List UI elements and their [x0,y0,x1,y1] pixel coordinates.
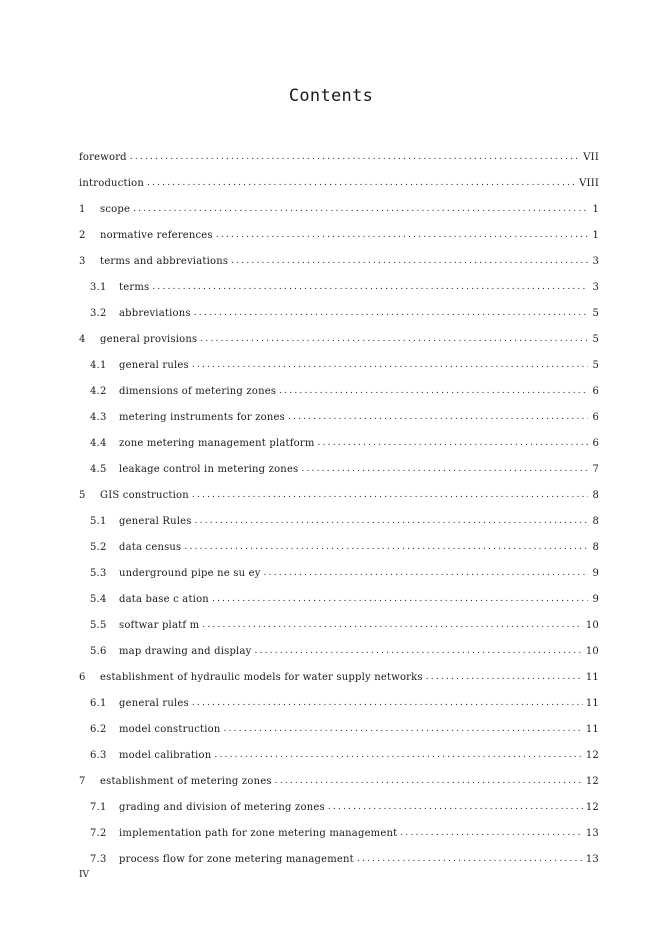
toc-entry-number: 6.1 [90,697,107,709]
toc-entry-number: 3.1 [90,281,107,293]
toc-entry-number: 4.1 [90,359,107,371]
toc-entry[interactable] [79,222,599,248]
toc-entry-title: normative references [100,229,213,241]
toc-entry-page: 8 [592,489,599,501]
toc-entry-number: 5 [79,489,86,501]
toc-dot-leader [328,802,583,812]
toc-entry-title: map drawing and display [119,645,252,657]
toc-entry-number: 7 [79,775,86,787]
toc-entry-number: 4.2 [90,385,107,397]
toc-entry[interactable] [79,482,599,508]
toc-dot-leader [212,594,588,604]
toc-entry-page: 6 [592,437,599,449]
toc-dot-leader [426,672,583,682]
toc-entry-page: 8 [592,515,599,527]
toc-entry-page: 7 [592,463,599,475]
toc-entry-page: 12 [585,749,599,761]
toc-dot-leader [184,542,588,552]
toc-entry-title: general rules [119,697,189,709]
toc-entry[interactable] [79,612,599,638]
toc-entry[interactable] [79,196,599,222]
toc-entry[interactable] [79,404,599,430]
toc-entry[interactable] [79,352,599,378]
toc-dot-leader [279,386,588,396]
toc-entry-page: 1 [592,203,599,215]
toc-entry-title: grading and division of metering zones [119,801,325,813]
toc-entry-title: introduction [79,177,144,189]
toc-entry-page: 10 [585,645,599,657]
toc-entry-title: metering instruments for zones [119,411,285,423]
toc-entry-page: 11 [585,697,599,709]
toc-dot-leader [224,724,583,734]
toc-entry-number: 3.2 [90,307,107,319]
toc-dot-leader [264,568,588,578]
toc-entry-title: underground pipe ne su ey [119,567,261,579]
toc-dot-leader [133,204,588,214]
toc-entry-title: general provisions [100,333,198,345]
toc-entry-number: 3 [79,255,86,267]
toc-entry-page: 10 [585,619,599,631]
toc-dot-leader [357,854,583,864]
toc-entry-page: 5 [592,359,599,371]
toc-entry-number: 4 [79,333,86,345]
toc-entry-title: GIS construction [100,489,189,501]
toc-dot-leader [202,620,583,630]
toc-entry-title: abbreviations [119,307,191,319]
toc-entry-number: 7.2 [90,827,107,839]
toc-entry[interactable] [79,456,599,482]
toc-entry[interactable] [79,144,599,170]
toc-entry-title: general Rules [119,515,192,527]
toc-entry-page: 9 [592,593,599,605]
toc-entry-title: scope [100,203,131,215]
toc-entry[interactable] [79,586,599,612]
toc-entry[interactable] [79,716,599,742]
toc-entry[interactable] [79,508,599,534]
toc-entry-title: model construction [119,723,221,735]
toc-entry[interactable] [79,300,599,326]
toc-entry-number: 4.5 [90,463,107,475]
toc-dot-leader [400,828,583,838]
toc-entry-number: 5.6 [90,645,107,657]
toc-entry[interactable] [79,794,599,820]
toc-entry-number: 5.2 [90,541,107,553]
toc-entry[interactable] [79,768,599,794]
toc-entry-number: 5.3 [90,567,107,579]
toc-entry-title: terms and abbreviations [100,255,229,267]
toc-entry-title: leakage control in metering zones [119,463,299,475]
toc-entry-title: dimensions of metering zones [119,385,277,397]
toc-entry-page: 6 [592,411,599,423]
toc-entry[interactable] [79,378,599,404]
toc-entry-page: 11 [585,723,599,735]
toc-entry-title: data census [119,541,182,553]
toc-dot-leader [192,490,588,500]
table-of-contents [79,144,599,872]
toc-dot-leader [194,308,588,318]
toc-entry-title: data base c ation [119,593,209,605]
toc-entry-number: 6.2 [90,723,107,735]
toc-entry-title: softwar platf m [119,619,200,631]
toc-entry-number: 5.1 [90,515,107,527]
toc-entry-page: 13 [585,827,599,839]
toc-entry[interactable] [79,638,599,664]
toc-entry-title: implementation path for zone metering management [119,827,398,839]
toc-entry[interactable] [79,560,599,586]
toc-dot-leader [195,516,588,526]
toc-entry-title: establishment of hydraulic models for water supply networks [100,671,423,683]
toc-dot-leader [288,412,588,422]
toc-dot-leader [192,360,588,370]
toc-entry-number: 7.3 [90,853,107,865]
toc-entry-page: 8 [592,541,599,553]
toc-entry-title: general rules [119,359,189,371]
toc-dot-leader [231,256,588,266]
toc-entry-page: 3 [592,281,599,293]
toc-entry-number: 5.4 [90,593,107,605]
toc-entry-page: VII [583,151,599,163]
toc-entry-number: 6.3 [90,749,107,761]
toc-entry-number: 5.5 [90,619,107,631]
page-title: Contents [288,86,374,106]
toc-dot-leader [275,776,583,786]
toc-entry-title: model calibration [119,749,212,761]
toc-entry-title: terms [119,281,150,293]
toc-entry-page: 3 [592,255,599,267]
toc-dot-leader [152,282,588,292]
toc-entry-page: 13 [585,853,599,865]
toc-entry[interactable] [79,846,599,872]
toc-entry[interactable] [79,690,599,716]
toc-entry-title: establishment of metering zones [100,775,272,787]
toc-entry[interactable] [79,742,599,768]
toc-entry-page: 5 [592,333,599,345]
toc-entry-title: process flow for zone metering management [119,853,354,865]
toc-dot-leader [192,698,583,708]
toc-dot-leader [214,750,582,760]
toc-dot-leader [254,646,582,656]
toc-entry-page: 12 [585,775,599,787]
toc-dot-leader [147,178,576,188]
toc-entry-number: 4.3 [90,411,107,423]
toc-entry-page: 9 [592,567,599,579]
toc-dot-leader [200,334,588,344]
toc-entry-title: zone metering management platform [119,437,315,449]
toc-entry-page: 5 [592,307,599,319]
toc-entry-number: 1 [79,203,86,215]
toc-entry-page: 6 [592,385,599,397]
toc-entry-number: 4.4 [90,437,107,449]
toc-entry-title: foreword [79,151,127,163]
toc-entry[interactable] [79,430,599,456]
toc-entry-number: 7.1 [90,801,107,813]
toc-entry-page: 11 [585,671,599,683]
toc-dot-leader [216,230,588,240]
toc-entry[interactable] [79,326,599,352]
toc-dot-leader [318,438,588,448]
toc-entry-number: 2 [79,229,86,241]
toc-entry[interactable] [79,534,599,560]
toc-entry[interactable] [79,274,599,300]
toc-entry[interactable] [79,820,599,846]
toc-dot-leader [130,152,580,162]
toc-entry-page: 1 [592,229,599,241]
toc-entry[interactable] [79,248,599,274]
toc-entry[interactable] [79,170,599,196]
toc-dot-leader [301,464,588,474]
toc-entry[interactable] [79,664,599,690]
toc-entry-number: 6 [79,671,86,683]
toc-entry-page: VIII [579,177,599,189]
page-number: IV [79,870,90,880]
toc-entry-page: 12 [585,801,599,813]
